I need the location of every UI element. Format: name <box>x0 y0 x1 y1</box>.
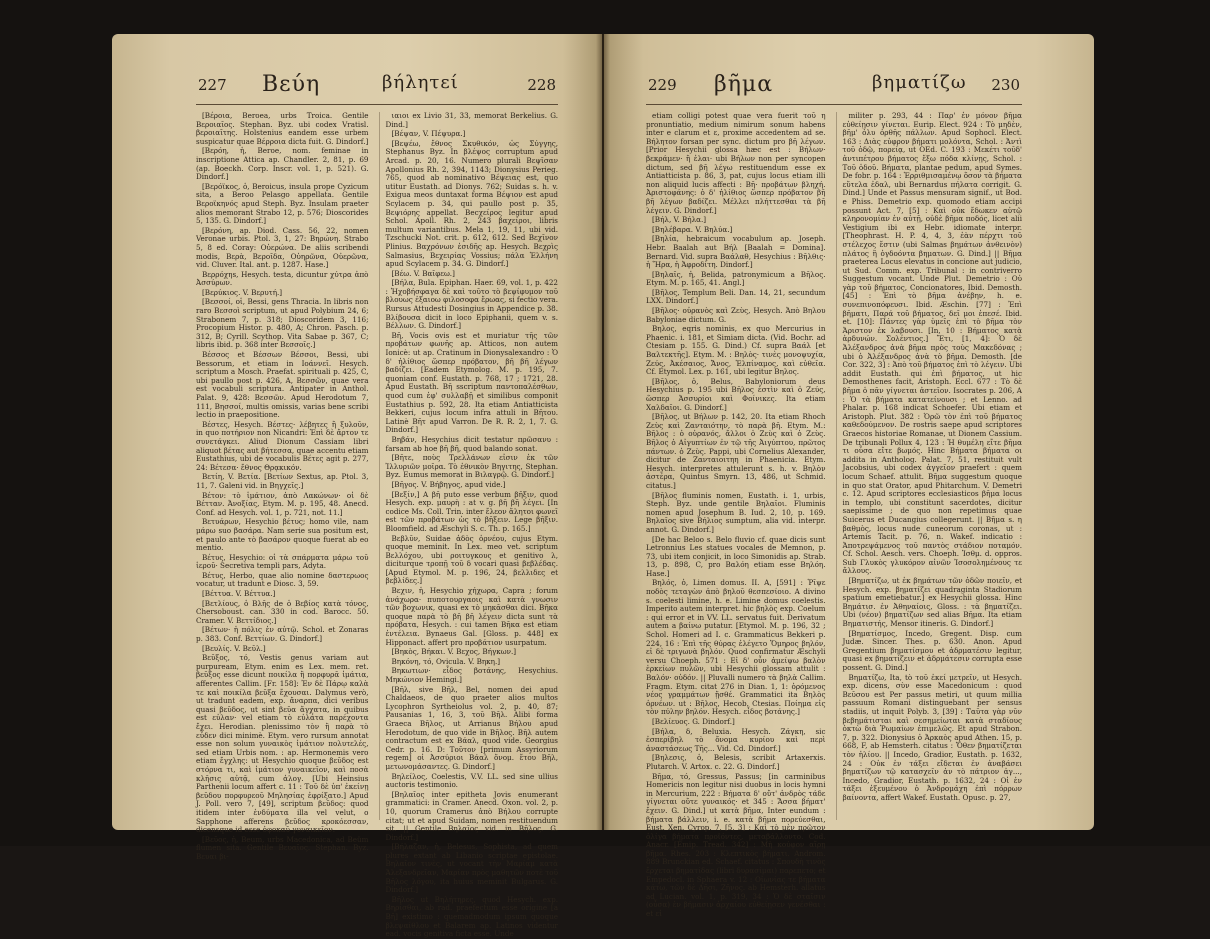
right-page-header <box>604 72 1094 102</box>
dictionary-entry: [Βηματίζω, ut ἐκ βημάτων τῶν ὁδῶν ποιεῖν, et Hesych. exp. βηματίζει quadraginta Stadiorum spatium emetiebatur.] ex Hesychii glossa. Hinc Βημάτισ. ἐν Ἀθηναίοις, Gloss. : τὰ βηματίζει. Ubi (νέον) βηματίζων sed alias Βῆμα. Ita etiam Βηματιστής, Mensor itineris. G. Dindorf.] <box>842 576 1022 629</box>
dictionary-entry: [Βήλ, V. Βήλα.] <box>652 215 707 225</box>
headword: Βεύη <box>262 72 321 97</box>
page-number-right: 228 <box>527 76 556 94</box>
dictionary-entry: Βηλείλος, Coelestis, V.V. LL. sed sine ullius auctoris testimonio. <box>385 771 558 790</box>
headword: βῆμα <box>714 72 774 97</box>
dictionary-entry: [Βερόϊκος, ὁ, Beroicus, insula prope Cyzicum sita, a Beroo Pelasgo appellata. Gentile Βεροϊκηνός apud Steph. Byz. Insulam praeter alios memorant Strabo 12, p. 576; Dioscorides 5, 135. G. Dindorf.] <box>196 181 369 226</box>
dictionary-entry: Βηλος, eqris nominis, ex quo Mercurius in Phaenic. i. 181, et Simiam dicta. (Vid. Bochr. ad Ctesiam p. 155. G. Dind.) Cf. supra Βαάλ [et Βαλτεκτῆς]. Etym. M. : Βηλὸς· τινὲς μονοψυχία, Ζεύς, Ἀκέσαιος, Ἄνος, Ἐλπίναμος, καὶ εὐθεῖα. Cf. Etymol. Lex. p. 161, ubi legitur Βηλος. <box>646 324 826 377</box>
page-number-right: 230 <box>991 76 1020 94</box>
book-gutter <box>596 34 610 830</box>
dictionary-entry: [Βήλαζαν, ἡ, Belesus, Sophista, ad quem plures extant ab Libanio scriptae epistolae. Βηλαῖον τινὲς, ut vocant τὴν Μαρίαμ κατὰ Ἀλεξανδρεῖαν, Μαρίαν πρὸς μαθητῶν ποτὲ τοῦ Βῆλος λόγου, ita huius meminit Bulgarus. G. Dindorf.] <box>385 842 558 895</box>
page-number: 229 <box>648 76 677 94</box>
dictionary-entry: Βεβλῦν, Suidae ἀδὸς ὀρνέου, cujus Etym. quoque meminit. In Lex. meo vet. scriptum Βελλόχου, ubi ροιτυγκους et genitivo λ, diciturque τροπῇ τοῦ δ vocari quasi βεβλέδας. [Apud Etymol. M. p. 196, 24, βελλιδες et βεβλίδες.] <box>385 533 558 586</box>
dictionary-entry: [Βηλία, hebraicum vocabulum ap. Joseph. Hebr. Baalah aut Βήλ [Baalah = Domina]. Bernard. Vid. supra Βαάλαθ, Hesychius : Βῆλθις· ἡ Ἥρα, ἡ Ἀφροδίτη. Dindorf.] <box>646 234 826 270</box>
dictionary-entry: Βηκωτιων· εἶδος βοτάνης, Hesychius. Μηκώνιον Hemingi.] <box>385 666 558 684</box>
dictionary-entry: [Βηκὸς, Βήκαι. V. Βεχος, Βήγκων.] <box>391 647 517 657</box>
left-page-header <box>112 72 602 102</box>
dictionary-entry: [Βευλίς. V. Βεῦλ.] <box>202 643 266 653</box>
right-columns <box>646 111 1022 919</box>
right-column-1 <box>646 111 826 919</box>
dictionary-entry: Βετίη, V. Βετία. [Βετίων Sextus, ap. Ptol. 3, 11, 7. Galeni vid. in Βηγχεῖς.] <box>196 472 369 490</box>
dictionary-entry: Βηβάν, Hesychius dicit testatur πρῶσανυ : farsam ab hoe βῆ βῆ, quod balando sonat. <box>385 434 558 453</box>
dictionary-entry: [Βεῦος, ἡ, Beum, urbs Macedonica, ad Beüm flumen sita. Gentile Βευαῖος. Stephan. Byz. Βευαι βι- <box>196 834 369 861</box>
dictionary-entry: [Βέτων· ἡ πόλις ἐν αὐτῷ. Schol. et Zonaras p. 383. Conf. Βεττίων. G. Dindorf.] <box>196 625 369 644</box>
dictionary-entry: Βέτυς, Hesychio: οἱ τὰ σπάρματα μάρω τοῦ ἱεροῦ· Secretiva templi pars, Adyta. <box>196 552 369 571</box>
dictionary-entry: [Βέψαν, V. Πέψυρα.] <box>391 129 466 139</box>
dictionary-entry: etiam colligi potest quae vera fuerit τοῦ η pronuntiatio, medium nimirum sonum habens inter e clarum et ε, proxime accedentem ad se. Βήλητον forsan per sync. dictum pro βῆ λέγων. [Prior Hesychii glossa hæc est : Βήλων· βεκράμεν· ἢ ἐλαι· ubi Βήλων non per syncopen dictum, sed βῆ λέγω restituendum esse ex Antiatticista p. 86, 3, pat, cujus locus etiam illi non aliquid lucis affecti : Βῆ· προβάτων βληχή. Ἀριστοφάνης: ὁ δ' ἠλίθιος ὥσπερ πρόβατον βῆ βῆ λέγων βαδίζει. Μέλλει πλήττεσθαι τὰ βῆ λέγειν. G. Dindorf.] <box>646 111 826 215</box>
dictionary-entry: Βέτον: τὸ ἱμάτιον, ἀπὸ Λακώνων· οἱ δὲ Βέτταν. Ἀνοξίας, Etym. M. p. 195, 48. Anecd. Conf. ad Hesych. vol. 1, p. 721, not. 11.] <box>196 490 369 517</box>
left-column-1 <box>196 111 369 861</box>
dictionary-entry: [Βῆλος· οὐρανὸς καὶ Ζεὺς, Hesych. Ἀπὸ Βηλου Babyloniae dictum. G. <box>646 306 826 324</box>
dictionary-entry: [Βηλεσις, ὁ, Belesis, scribit Artaxerxis. Plutarch. V. Artox. c. 22. G. Dindorf.] <box>646 753 826 771</box>
dictionary-entry: [Βεσσοί, οἱ, Bessi, gens Thracia. In libris non raro Βεσσοὶ scriptum, ut apud Polybium 24, 6; Strabonem 7, p. 318; Dioscoridem 3, 116; Procopium Histor. p. 480, A; Chron. Pasch. p. 312, B; Cyrill. Scythop. Vita Sabae p. 367, C; libris ibid. p. 368 inter Βεσσοῖς.] <box>196 297 369 350</box>
dictionary-entry: Βέσσος et Βέσσων Βέσσοι, Bessi, ubi Bessorum, et etiam in Iοάννεῖ. Hesych. scriptum a Mosch. Praefat. spirituali p. 425, C, ubi paullo post p. 426, A, Βεσσῶν, quae vera est vocabuli scriptura. Antipater in Anthol. Palat. 9, 428: Βεσσῶν. Apud Herodotum 7, 111, Βησσοί, multis omissis, varias bene scribi lectio in praepositione. <box>196 350 369 420</box>
dictionary-entry: [Βῆλος, Templum Beli. Dan. 14, 21, secundum LXX. Dindorf.] <box>646 287 826 306</box>
header-rule <box>646 104 1022 105</box>
left-page <box>112 34 602 939</box>
dictionary-entry: Βεχιν, ἡ, Hesychio χήχωρα, Capra ; forum ἀνάχωρα· πυποτουργαοις καὶ κατὰ γνωσιν τῶν βοχωνικ, quasi ex τὸ μηκᾶσθαι dici. Βῆκα quoque παρὰ τὸ βῆ βῆ λέγειν dicta sunt τὰ πρόβατα, Hesych. : cui tamen Βῆκα est etiam ἐντέλεια. Bynaeus Gal. [Gloss. p. 448] ex Hipponact. affert pro προβάτιον usurpatum. <box>385 586 558 647</box>
dictionary-entry: [Βεξίν,] A βῆ puto esse verbum βῆξιν, quod Hesych. exp. μαυρὴ : at v. g. βῆ βῆ λέγει. [In codice Ms. Coll. Trin. inter ἔλεον ἄλητοι φωνεῖ est τῶν προβάτων ὡς τὸ βῆξειν. Lege βῆξιν. Bloomfield. ad Æschyli S. c. Th. p. 165.] <box>385 489 558 533</box>
right-page <box>604 34 1094 919</box>
dictionary-entry: Βῆμα, τό, Gressus, Passus; [in carminibus Homericis non legitur nisi duobus in locis hymni in Mercurium, 222 : Βήματα δ' οὔτ' ἀνδρὸς τάδε γίγνεται οὔτε γυναικός· et 345 : Ἄσσα βήματ' ἔχειν. G. Dind.] ut κατὰ βῆμα, Inter eundum : βήματα βάλλειν, i. e. κατὰ βῆμα πορεύεσθαι, Eust. Xen. Cyrop. 7, [5, 3] : Καὶ τὸ μὲν πρῶτον ὀλίγα βήματα προϊόντες, μεταβάλλοντο. Cod. Anacr. [Emip. Tread. 342] : Μὴ κούφον αἴρῃ βῆμα. Rhes. 203 : Κλεπτικὸς βήματι. Androm. 889 Brunckian ed. Schaef. citatus : Σπουδὴ τινὸς ἔρχεται βηματίδας (libri δυρασίμαι) παρεπετο; et Empedocl. in Sphaera v. 12 : Οἰωνίας τε βήματα κάτω, τῶν δὲ Δῆσι, Ζῆνος. ab Hemsterh. allatus ad Lucian. vol. 1, p. 319, 34 : Ὁ δὲ σταῖσιν (οὖσα) ἐν βήμασιν ἀρχαίου εὐθείῃσεν γενέσθαι : et εἰ <box>646 771 826 919</box>
dictionary-entry: [Βῆγος. V. Βήβηγος, apud vide.] <box>391 479 506 489</box>
dictionary-entry: [Βηματίσμος, Incedo, Gregent. Disp. cum Judæ. Sincer. Thes. p. 630. Anon. Apud Gregentium βηματίσμου et ἀδρματέσιν legitur, quasi ex βηματίζειν et ἀδρμάτεσιν corrupta esse possent. G. Dind.] <box>842 628 1022 672</box>
dictionary-entry: [Βήλα, δ, Beluxia. Hesych. Ζάγκη, sic ἐσπερίβηλ τὸ ὄνομα κυρίου καὶ περὶ ἀναστάσεως Τῆς... Vid. Cd. Dindorf.] <box>646 726 826 753</box>
headword-right: βήλητεί <box>382 72 459 93</box>
dictionary-entry: [Βήλα, Bula. Epiphan. Haer. 69, vol. 1, p. 422 : Ἡχοβήσφαγα δὲ καὶ τοῦτο τὸ βεψίφυμον τοῦ βλουως ἐξαιοω φιλοσοφα ἔρωας, si fectio vera. Rursus Attudesti Dosingius in Appendice p. 38. Βλίβουσα dicit in loco Epiphanii, quem v. s. Βέλλων. G. Dindorf.] <box>385 278 558 331</box>
dictionary-entry: [Βέττυα. V. Βέττυα.] <box>202 589 276 599</box>
dictionary-entry: [Βῆτε, ποὺς Τρελλάνων εἰσιν ἐκ τῶν Ἰλλυριῶν μοῖρα. Τὸ ἐθνικὸν Βηγιτης, Stephan. Byz. Eumus memorat in Βιλαγρῷ. G. Dindorf.] <box>385 453 558 480</box>
dictionary-entry: [Βῆλ, sive Βῆλ, Bel, nomen dei apud Chaldaeos, de quo praeter alios multos Lycophron Syrtheiolus vol. 2, p. 40, 87; Pausanias 1, 16, 3, τοῦ Βῆλ. Alibi forma Graeca Βῆλος, ut Arrianus Βήλου apud Herodotum, de quo vide in Βῆλος. Βῆλ autem contractum est ex Βάαλ, quod vide. Georgius Cedr. p. 16. D: Τοῦτον [primum Assyriorum regem] οἱ Ἀσσύριοι Βάαλ ὄνομ. ἔτου Βῆλ, μετωνομάσαντες. G. Dindorf.] <box>385 684 558 771</box>
left-columns <box>196 111 558 939</box>
dictionary-entry: [Βερόνη, ap. Diod. Cass. 56, 22, nomen Veronae urbis. Ptol. 3, 1, 27: Βηρώνη. Strabo 5, 8 ed. Coray: Οὐερώνα. De aliis scribendi modis, Βερὰ, Βεροῖδα, Οὐηρῶνα, Οὐερῶνα, vid. Cluver. Ital. ant. p. 1287. Hase.] <box>196 225 369 270</box>
dictionary-entry: [Βῆλος, ut Βήλων p. 142, 20. Ita etiam Rhoch Ζεὺς καὶ Ζανταιότην, τὸ παρὰ βῆ. Etym. M.: Βῆλος : ὁ οὐρανός, ἄλλοι ὁ Ζεὺς καὶ ὁ Ζεὺς. Βῆλος ὁ Αἰγυπτίων ἐν τῷ τῆς Ἀιγύπτου, πρῶτος πάντων. ὁ Ζεὺς. Pappi, ubi Cornelius Alexander, dicitur de Ζανταιοιτηη in Phaenicia. Etym. Hesych. interpretes attulerunt s. h. v. Βηλὸν ἀστέρα, Quintus Smyrn. 13, 486, ut Schmid. citatus.] <box>646 412 826 490</box>
headword-right: βηματίζω <box>872 72 967 93</box>
dictionary-entry: militer p. 293, 44 : Παρ' ἐν μόνον βῆμα εὐθείῃσιν γίνεται. Eurip. Elect. 924 : Τὸ μηδὲν, βῆμ' ὀλυ ὀρθῆς πάλλων. Apud Sophocl. Elect. 163 : Διὰς εὐφρον βήματι μολόντα, Schol. : Ἀντὶ τοῦ ὁδῷ, πορείᾳ, ut OEd. C. 193 : Μεκέτι τοῦδ' ἀντιπέτρου βήματος ἔξω πόδα κλίνῃς, Schol. : Τοῦ ὁδοῦ. Βήματα, plantae pedum, apud Symes. De fobr. p. 164 : Ἐρριθμισαμένῳ ὅσον τὰ βήματα εὔτελα ἐδαλ, ubi Bernardus πήλατα corrigit. G. Dind.] Unde et Passus mensuram signif., ut Bod. e Phiss. Demetrio exp. quomodo etiam accipi possunt Act. 7, [5] : Καὶ οὐκ ἔδωκεν αὐτῷ κληρονομίαν ἐν αὐτῇ, οὐδὲ βῆμα ποδός, licet alii Vestigium ibi ex Hebr. idiomate interpr. [Theophrast. H. P. 4, 4, 3, ἐὰν πέρχτι τοῦ στέλεχος ἔστιν (ubi Salmas βημάτων ἀνθεινὸν) πλάτος ἢ ὀγδοόντα βηματων. G. Dind.] || Βῆμα praeterea Locus elevatus in concione aut judicio, ut Sud. Comm. exp. Tribunal : in contriverro Suggestum vocant. Unde Plut. Demetrio : Οὐ γὰρ τοῦ βήματος, Concionatores, Ibid. Demosth. [45] : Ἐπὶ τὸ βῆμα ἀνέβην, h. e. συνεπινοπόφευσι. Ibid. Æschin. [77] : Ἐπὶ βῆματι, Παρά τοῦ βήματος, δεῖ μοι ἐπεσέ. Ibid. et. [10]: Πάντες γὰρ ὑμεῖς ἐπὶ τὸ βῆμα τὸν Ἀριστον ἐκ λαβουσι. [In, 10 : Βήματος κατὰ ἀρδυνών. Σολέντιος.] Ἔτι, [1, 4]: Ὁ δὲ Ἀλέξανδρος ἀνὰ βῆμα πρὸς τοὺς Μακεδόνας ; ubi ὁ Ἀλέξανδρος ἀνὰ τὸ βῆμα. Demosth. [de Cor. 322, 3] : Ἀπὸ τοῦ βήματος ἐπὶ τὸ λέγειν. Ubi addit Eustath. qui ἐπὶ βήματος, ut hic Demosthenes facit, Aristoph. Eccl. 677 : Τὸ δὲ βῆμα ὁ πᾶν γίγνεται ἀστεῖον. Isocrates p. 206, A : Ὁ τὰ βήματα κατατείνουσι ; et Lenno. ad Phalar. p. 168 indicat Schoefer. Ubi etiam et Aristoph. Plut. 382 : Ὁρῶ τὸν ἐπὶ τοῦ βήματος καθεδούμενον. De rostris saepe apud scriptores Graecos historiae Romanae, ut Dionem Cassium. De tribunali Pollux 4, 123 : Ἡ θυμέλη εἴτε βῆμα τι οὖσα εἴτε βωμός. Hinc Βήματα βήματα οι addita in Antholog. Palat. 7, 51, restituit vult Jacobsius, ubi codex ἀγγεῖον praefert : quem locum Schaef. attulit. Βῆμα suggestum quoque in quo stat Orator, apud Phitarchum. V. Demetri c. 12. Apud scriptores ecclesiasticos βῆμα locus in templo, ubi constitunt sacerdotes, dicitur saepissime ; de quo non repetimus quae Suicerus et Ducangius collegerunt. || Βῆμα s. η βαθμὸς, locus nude cuneorum coronas, ut : Artemis Tacit. p. 76, n. Wakef. indicatio : Ἀποτρεψάμενος τοῦ παντὸς στάδιον ποταμόν. Cf. Schol. Aesch. vers. Choeph. Ἰσθμ. d. oppros. Sub Γλυκὸς γλυκόρον αἰνῶν Ἰσοσολημένους τε ἄλλους. <box>842 111 1022 576</box>
dictionary-entry: Βεῦξος, τό, Vestis genus variam aut purpuream, Etym. enim es Lex. mem. ret. βεῦξος esse dicunt ποικίλα ἢ πορφυρᾶ ἱμάτια, afferentes Callim. [Fr. 158]: Ἐν δὲ Πάρῳ καλὰ τε καὶ ποικίλα βεῦξα ἔχουσαι. Dalymus verò, ut tradunt eadem, exp. ἄναρπα, dici veribus quasi βεῦδος, ut sint βεῦα ἄγχατα, in quibus est εὐλαν· vel etiam τὸ εὐλάτα παρέχοντα ἔχει. Herodian. plenissimo τὸν ἢ παρὰ τὸ εὖδεν dici minimè. Etym. vero rursum annotat esse non solum γυναικὸς ἱμάτιον πολυτελές, sed etiam Urbis nom. : ap. Hermonemis vero etiam ἔγχλης: ut Hesychio quoque βεῦδος est στόρνα τι, καὶ ἱμάτιον γυναικεῖον, καὶ ποσὰ κλῆσις αὐτᾷ, cum ἀλογ. [Ubi Heinsius Parthenii locum affert c. 11 : Τοῦ δὲ ὑπ' ἐκείνῃ βεῦδου πορφυρεοῦ Μηλησίας ἐφρίξατο.] Apud J. Poll. vero 7, [49], scriptum βεῦδος: quod itidem inter ἐνδύματα illa vel velut, o Sapphone afferens βεῦδος κροκόεσσαν, dicensque id esse ὀφοκαῦ γυναικεῖον. <box>196 653 369 835</box>
dictionary-entry: ιαιοι ex Livio 31, 33, memorat Berkelius. G. Dind.] <box>385 111 558 129</box>
dictionary-entry: Βῆλος ut Βηλήτηρες, quod Hesych. exp. Βηρίσθαι, ab rad. praefectum esse origine [a Βῆ] existimo : quemadmodum ipsum quoque βλεψαίθλου et Balarem ap. Latinos videntur ead. vocis genitiva ficta esse. Unde <box>385 894 558 939</box>
dictionary-entry: [Βερύκιος. V. Βερυτή.] <box>202 287 283 297</box>
dictionary-entry: [Βηλαῖος inter epitheta Jovis enumerant grammatici: in Cramer. Anecd. Oxon. vol. 2, p. 10, quorum Cramerus ἀπὸ Βήλου corrupte citat; ut et apud Suidam, nomen restituendum sit. || Gentile Βηλαῖος vid. in Βῆλος. G. Dindorf.] <box>385 789 558 842</box>
dictionary-entry: [Βετλίους, ὁ Βλῆς de ὁ Βεβίος κατὰ τόνος, Chersoboust. can. 330 in cod. Barocc. 50. Cramer. V. Βεττίδιος.] <box>196 598 369 625</box>
dictionary-entry: Βέτυς, Herbo, quae alio nomine δαστερωος vocatur, ut tradunt e Diosc. 3, 59. <box>196 570 369 589</box>
dictionary-entry: [Βεψέω, ἔθνος Σκυθικόν, ὡς Σύγγης, Stephanus Byz. In βλέψος corruptum apud Arcad. p. 20, 16. Numero plurali Βεψῖσαν Apollonius Rh. 2, 394, 1143; Dionysius Perieg. 765, quod ab nominativo Βέψειας est, quo utitur Eustath. ad Dionys. 762; Suidas s. h. v. Exigua meos duntaxat forma Βέψιον est apud Scylacem p. 34, qui paullo post p. 35, Βεψιόρης appellat. Becχείρος legitur apud Schol. Apoll. Rh. 2, 243 βαχείροι, libris multum variantibus. Mela 1, 19, 11, ubi vid. Tzschucki Not. crit. p. 612, 612. Sed Βεχῖνον Plinius. Βαχρόνων ἐσιδῆς ap. Hesych. Βεχρὶς Salmasius, Βεχειρίας Vossius; πάλα Ἐλλήνη apud Scylacem p. 34. G. Dindorf.] <box>385 138 558 269</box>
dictionary-entry: [Βῆλος, ὁ, Belus, Babyloniorum deus Hesychius p. 195 ubi Βῆλος ἐστὶν καὶ ὁ Ζεύς, ὥσπερ Ἀσσυρίοι καὶ Φοίνικες. Ita etiam Χαλδαῖοι. G. Dindorf.] <box>646 376 826 412</box>
dictionary-entry: Βῆ, Vocis ovis est et muriatur τῆς τῶν προβάτων φωνῆς ap. Atticos, non autem Ionicè: ut ap. Cratinum in Dionysalexandro : Ὁ δ' ἠλίθιος ὥσπερ πρόβατον, βῆ βῆ λέγων βαδίζει. [Eadem Etymolog. M. p. 195, 7. quoniam conf. Eustath. p. 768, 17 ; 1721, 28. Apud Eustath. Βῆ sscriptum παντοπαλέσθων, quod cum ἐφ' συλλαβῇ et similibus componit Eustathius p. 592, 28. Ita etiam Antiatticista Bekkeri, cujus locum infra attuli in Βῆτου. Latinè Βῆτ apud Varron. De R. R. 2, 1, 7. G. Dindorf.] <box>385 330 558 435</box>
dictionary-entry: Βηκόνη, τό, Ovicula. V. Βηκη.] <box>391 656 501 666</box>
dictionary-entry: [Βῆλος fluminis nomen, Eustath. i. 1, urbis, Steph. Byz. unde gentile Βηλαῖοι. Fluminis nomen apud Josephum B. Iud. 2, 10, p. 169. Βηλαῖος sive Βήλιος sumptum, alia vid. interpr. annot. G. Dindorf.] <box>646 490 826 534</box>
left-column-2 <box>379 111 559 939</box>
dictionary-entry: [Βέροια, Beroea, urbs Troica. Gentile Βεροιαῖος. Stephan. Byz. ubi codex Vratisl. βεροιαῖτης. Holstenius eandem esse urbem suspicatur quae Βέρροια dicta fuit. G. Dindorf.] <box>196 111 369 146</box>
dictionary-entry: [Βηλαῖς, ἡ, Belida, patronymicum a Βῆλος. Etym. M. p. 165, 41. Angl.] <box>646 269 826 288</box>
dictionary-entry: Βερρόχηs, Hesych. testa, dicuntur χύτρα ἀπὸ Ἀσσύρων. <box>196 269 369 288</box>
dictionary-entry: [Βερόη, ἡ, Beroe, nom. feminae in inscriptione Attica ap. Chandler. 2, 81, p. 69 (ap. Boeckh. Corp. Inscr. vol. 1, p. 521). G. Dindorf.] <box>196 146 369 182</box>
dictionary-entry: [Βελίευος. G. Dindorf.] <box>652 716 735 726</box>
dictionary-entry: [De hac Beloo s. Belo fluvio cf. quae dicis sunt Letronnius Les statues vocales de Memnon, p. 73, ubi item conjicit, in loco Simonidis ap. Strab. 13, p. 898, C, pro Βαλόη etiam esse Βηλόη. Hase.] <box>646 534 826 578</box>
right-column-2 <box>836 112 1023 820</box>
header-rule <box>196 104 558 105</box>
dictionary-entry: Βηματίζω, Ita, tò τοῦ ἐκεί μετρεῖν, ut Hesych. exp. dicens, σὺν esse Macedonicum : quod Βεῦσου est Per passus metiri, ut quum millia passuum Romani distinguebant per sensus stadiis, ut inquit Polyb. 3, [39] : Ταῦτα γὰρ νῦν βεβημάτισται καὶ σεσημείωται κατὰ σταδίους ὀκτὼ διὰ Ῥωμαίων ἐπιμελῶς. Et apud Strabon. 7, p. 322. Dionysius ὁ Ἀρκαὸς apud Athen. 15, p. 668, F, ab Hemsterh. citatus : Ὅθεν βηματίζεται τὸν ἡλίου. || Incedo, Gradior, Eustath. p. 1632, 24 : Οὐκ ἐν τάξει εἴδεται ἐν ἀναβάσει βηματίζων τῷ κατασχεῖν ἀν τὸ πάτριον ἀγ..., Incedo, Gradior, Eustath. p. 1632, 24 : Οἱ ἐν τάξει ἐξευμένου ὁ Ἀνδρομάχη ἐπὶ πόρρων βαίνοντα, affert Wakef. Eustath. Opusc. p. 27, <box>842 672 1022 802</box>
page-number: 227 <box>198 76 227 94</box>
dictionary-entry: [Βηλέβαρα. V. Βηλύα.] <box>652 224 733 234</box>
dictionary-entry: Βηλός, ὁ, Limen domus. II. A, [591] : Ῥῖψε ποδὸς τεταγὼν ἀπὸ βηλοῦ θεσπεσίοιο. A divino s. coelesti limine, h. e. Limine domus coelestis. Imperito autem interpret. hic βηλὸς exp. Coelum : qui error et in VV. LL. servatus fuit. Derivatum autem a βαίνω putatur. [Etymol. M. p. 196, 32 ; Schol. Homeri ad I. c. Grammaticus Bekkeri p. 224, 16 : Ἐπὶ τῆς θύρας ἐλέγετο Ὅμηρος βηλόν, εἰ δὲ τριγωνὰ βηλόν. Quod confirmatur Æschyli versu Choeph. 571 : Εἰ δ' οὖν ἀμείψω βαλὸν ἑρκείων πυλῶν, ubi Hesychii glossam attulit : Βαλόν· οὐδόν. || Pluvalli numero τὰ βηλὰ Callim. Fragm. Etym. citat 276 in Dian. 1, 1: ὀρόμενος νέος γραμμάτων ᾔσθέ. Grammatici ita Βηλὸς ὀρνέων. ut : Βῆλος, Hecob. Ctesias. Ποίημα εἰς τὸν πύλην βηλόν. Hesych. εἶδος βοτάνης.] <box>646 578 826 717</box>
dictionary-entry: Βέστες, Hesych. Βέστες· λέβητες ἢ ξυλοῦν, in quo ποτήριον non Nicandri: Ἐπὶ δὲ ἄρτον τε συνετάγκει. Aliud Dionum Cassiam libri aliquot βέτας aut βήτεσσα, quae accentu etiam Eustathius, ubi de vocabulis Βέτες agit p. 277, 24: Βέτεσα· ἔθνος Θρᾳκικόν. <box>196 419 369 472</box>
dictionary-entry: [Βέω. V. Βαῖφεω.] <box>391 268 455 278</box>
dictionary-entry: Βετυάρων, Hesychio βέτυς; homo vile, nam μάρω suo βασάρα. Nam serie sua positum est, et paulo ante τὸ βασάρον quoque fuerat ab eo mentio. <box>196 517 369 553</box>
